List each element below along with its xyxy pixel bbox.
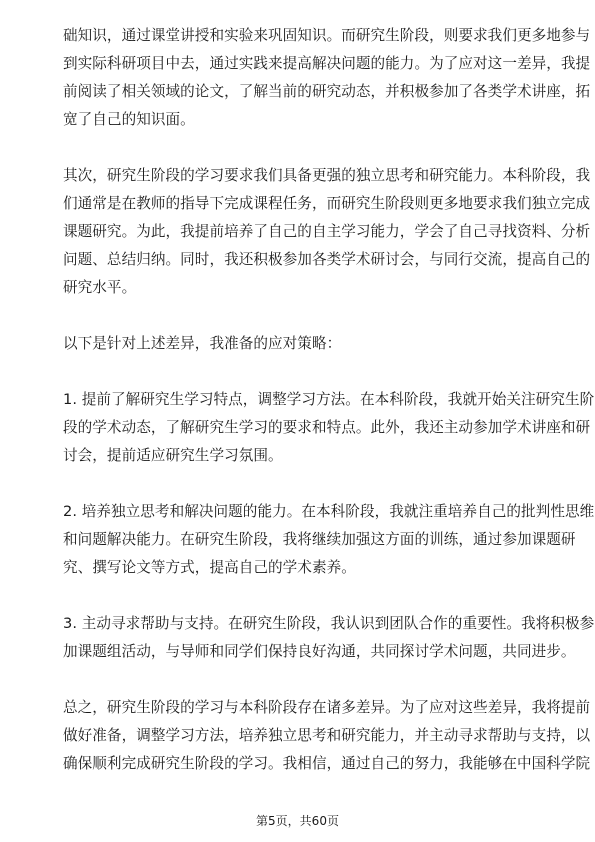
text-line: 加课题组活动，与导师和同学们保持良好沟通，共同探讨学术问题，共同进步。 [63,643,576,660]
paragraph-gap [63,358,553,386]
paragraph [63,330,553,358]
paragraph [63,162,591,302]
text-line: 础知识，通过课堂讲授和实验来巩固知识。而研究生阶段，则要求我们更多地参与 [63,27,591,44]
text-line: 2. 培养独立思考和解决问题的能力。在本科阶段，我就注重培养自己的批判性思维 [63,503,595,520]
text-line: 宽了自己的知识面。 [63,111,195,128]
paragraph [63,498,595,582]
text-line: 到实际科研项目中去，通过实践来提高解决问题的能力。为了应对这一差异，我提 [63,55,591,72]
text-line: 研究水平。 [63,279,137,296]
text-line: 问题、总结归纳。同时，我还积极参加各类学术研讨会，与同行交流，提高自己的 [63,251,591,268]
text-line: 前阅读了相关领域的论文，了解当前的研究动态，并积极参加了各类学术讲座，拓 [63,83,591,100]
document-body [63,22,595,778]
text-line: 总之，研究生阶段的学习与本科阶段存在诸多差异。为了应对这些差异，我将提前 [63,699,591,716]
text-line: 课题研究。为此，我提前培养了自己的自主学习能力，学会了自己寻找资料、分析 [63,223,591,240]
paragraph [63,694,591,778]
paragraph [63,22,591,134]
paragraph-gap [63,134,553,162]
paragraph-gap [63,666,553,694]
text-line: 3. 主动寻求帮助与支持。在研究生阶段，我认识到团队合作的重要性。我将积极参 [63,615,595,632]
text-line: 和问题解决能力。在研究生阶段，我将继续加强这方面的训练，通过参加课题研 [63,531,576,548]
text-line: 1. 提前了解研究生学习特点，调整学习方法。在本科阶段，我就开始关注研究生阶 [63,391,595,408]
text-line: 以下是针对上述差异，我准备的应对策略： [63,335,342,352]
text-line: 讨会，提前适应研究生学习氛围。 [63,447,283,464]
paragraph-gap [63,302,553,330]
paragraph [63,610,595,666]
text-line: 段的学术动态，了解研究生学习的要求和特点。此外，我还主动参加学术讲座和研 [63,419,591,436]
page-number-footer: 第5页，共60页 [256,814,339,828]
text-line: 们通常是在教师的指导下完成课程任务，而研究生阶段则更多地要求我们独立完成 [63,195,591,212]
paragraph-gap [63,470,553,498]
text-line: 确保顺利完成研究生阶段的学习。我相信，通过自己的努力，我能够在中国科学院 [63,755,591,772]
text-line: 究、撰写论文等方式，提高自己的学术素养。 [63,559,356,576]
text-line: 其次，研究生阶段的学习要求我们具备更强的独立思考和研究能力。本科阶段，我 [63,167,591,184]
paragraph [63,386,595,470]
text-line: 做好准备，调整学习方法，培养独立思考和研究能力，并主动寻求帮助与支持，以 [63,727,591,744]
paragraph-gap [63,582,553,610]
